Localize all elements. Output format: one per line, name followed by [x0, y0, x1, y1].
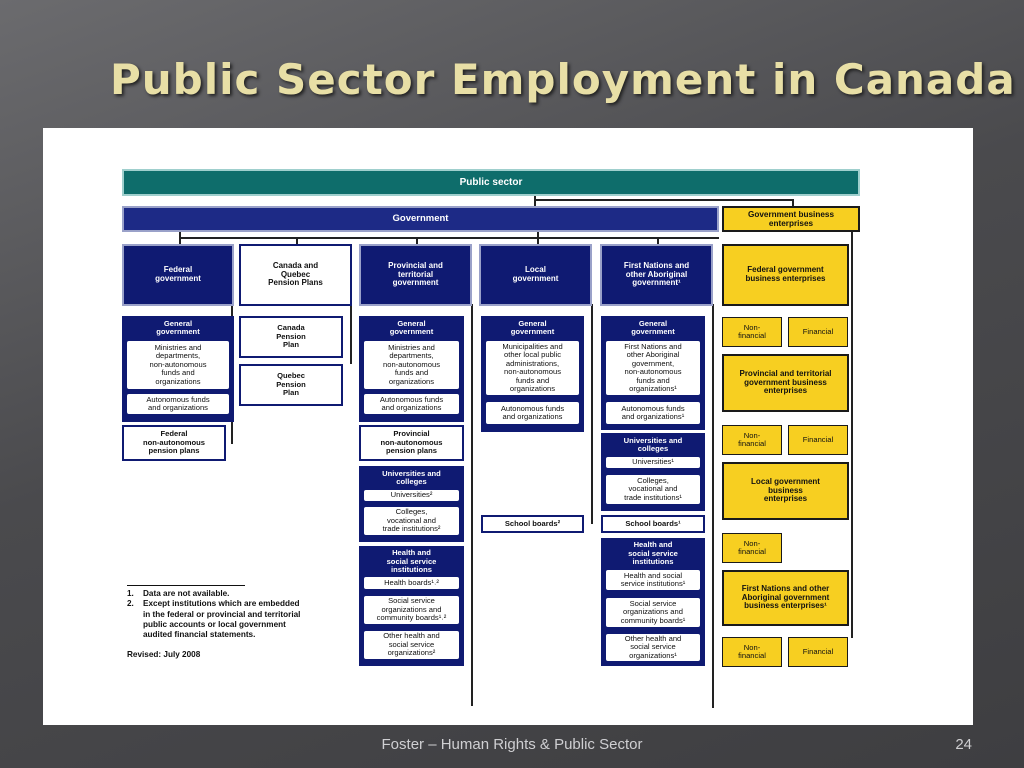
- provincial-health-label: Health and social service institutions: [359, 548, 464, 576]
- gbe-box: Government business enterprises: [722, 206, 860, 232]
- canada-pension-plan: Canada Pension Plan: [239, 316, 343, 358]
- provincial-gbe-financial: Financial: [788, 425, 848, 455]
- fn-social-orgs: Social service organizations and community boards¹: [605, 597, 701, 628]
- connector: [591, 304, 593, 524]
- org-chart-panel: [43, 128, 973, 725]
- provincial-universities: Universities²: [363, 489, 460, 502]
- provincial-colleges: Colleges, vocational and trade institutions²: [363, 506, 460, 536]
- local-municipalities: Municipalities and other local public administrations, non-autonomous funds and organizations: [485, 340, 580, 396]
- connector: [350, 304, 352, 364]
- fn-universities: Universities¹: [605, 456, 701, 469]
- provincial-autonomous: Autonomous funds and organizations: [363, 393, 460, 415]
- slide-title: Public Sector Employment in Canada: [110, 55, 1016, 104]
- federal-pension-plans: Federal non-autonomous pension plans: [122, 425, 226, 461]
- connector: [851, 232, 853, 638]
- federal-government-box: Federal government: [122, 244, 234, 306]
- slide-footer: Foster – Human Rights & Public Sector: [381, 736, 643, 753]
- fn-other-health: Other health and social service organizations¹: [605, 633, 701, 662]
- connector: [179, 237, 719, 239]
- provincial-gbe: Provincial and territorial government business enterprises: [722, 354, 849, 412]
- fn-autonomous: Autonomous funds and organizations¹: [605, 401, 701, 425]
- note-2: Except institutions which are embedded in the federal or provincial and territorial public accounts or local government audited financial statements.: [143, 599, 301, 639]
- page-number: 24: [955, 736, 972, 753]
- provincial-government-box: Provincial and territorial government: [359, 244, 472, 306]
- government-box: Government: [122, 206, 719, 232]
- local-gen-label: General government: [481, 318, 584, 338]
- federal-gen-label: General government: [122, 318, 234, 338]
- provincial-social-orgs: Social service organizations and community boards¹˒²: [363, 595, 460, 625]
- federal-autonomous: Autonomous funds and organizations: [126, 393, 230, 415]
- provincial-health-boards: Health boards¹˒²: [363, 576, 460, 590]
- local-government-box: Local government: [479, 244, 592, 306]
- fn-general-orgs: First Nations and other Aboriginal government, non-autonomous funds and organizations¹: [605, 340, 701, 396]
- revised-date: Revised: July 2008: [127, 650, 201, 660]
- fn-gbe-nonfinancial: Non- financial: [722, 637, 782, 667]
- connector: [179, 231, 181, 245]
- fn-gbe-financial: Financial: [788, 637, 848, 667]
- fn-health-label: Health and social service institutions: [601, 540, 705, 568]
- public-sector-box: Public sector: [122, 169, 860, 196]
- footnotes: 1. Data are not available. 2. Except institutions which are embedded in the federal or provincial and territorial public accounts or local government audited financial statements. Revised: July 2008: [127, 585, 300, 661]
- local-gbe-nonfinancial: Non- financial: [722, 533, 782, 563]
- provincial-ministries: Ministries and departments, non-autonomous funds and organizations: [363, 340, 460, 390]
- federal-gbe: Federal government business enterprises: [722, 244, 849, 306]
- provincial-gen-label: General government: [359, 318, 464, 338]
- federal-gbe-financial: Financial: [788, 317, 848, 347]
- note-1: Data are not available.: [143, 589, 230, 598]
- first-nations-gbe: First Nations and other Aboriginal government business enterprises¹: [722, 570, 849, 626]
- local-school-boards: School boards²: [481, 515, 584, 533]
- connector: [534, 199, 794, 201]
- fn-univ-label: Universities and colleges: [601, 435, 705, 455]
- local-gbe: Local government business enterprises: [722, 462, 849, 520]
- fn-gen-label: General government: [601, 318, 705, 338]
- connector: [537, 231, 539, 245]
- federal-gbe-nonfinancial: Non- financial: [722, 317, 782, 347]
- fn-health-social: Health and social service institutions¹: [605, 569, 701, 591]
- local-autonomous: Autonomous funds and organizations: [485, 401, 580, 425]
- fn-school-boards: School boards¹: [601, 515, 705, 533]
- federal-ministries: Ministries and departments, non-autonomous funds and organizations: [126, 340, 230, 390]
- fn-colleges: Colleges, vocational and trade institutions¹: [605, 474, 701, 505]
- connector: [471, 304, 473, 706]
- cpp-qpp-box: Canada and Quebec Pension Plans: [239, 244, 352, 306]
- first-nations-government-box: First Nations and other Aboriginal government¹: [600, 244, 713, 306]
- quebec-pension-plan: Quebec Pension Plan: [239, 364, 343, 406]
- provincial-univ-label: Universities and colleges: [359, 468, 464, 488]
- connector: [712, 304, 714, 708]
- provincial-other-health: Other health and social service organizations²: [363, 630, 460, 660]
- provincial-gbe-nonfinancial: Non- financial: [722, 425, 782, 455]
- provincial-pension-plans: Provincial non-autonomous pension plans: [359, 425, 464, 461]
